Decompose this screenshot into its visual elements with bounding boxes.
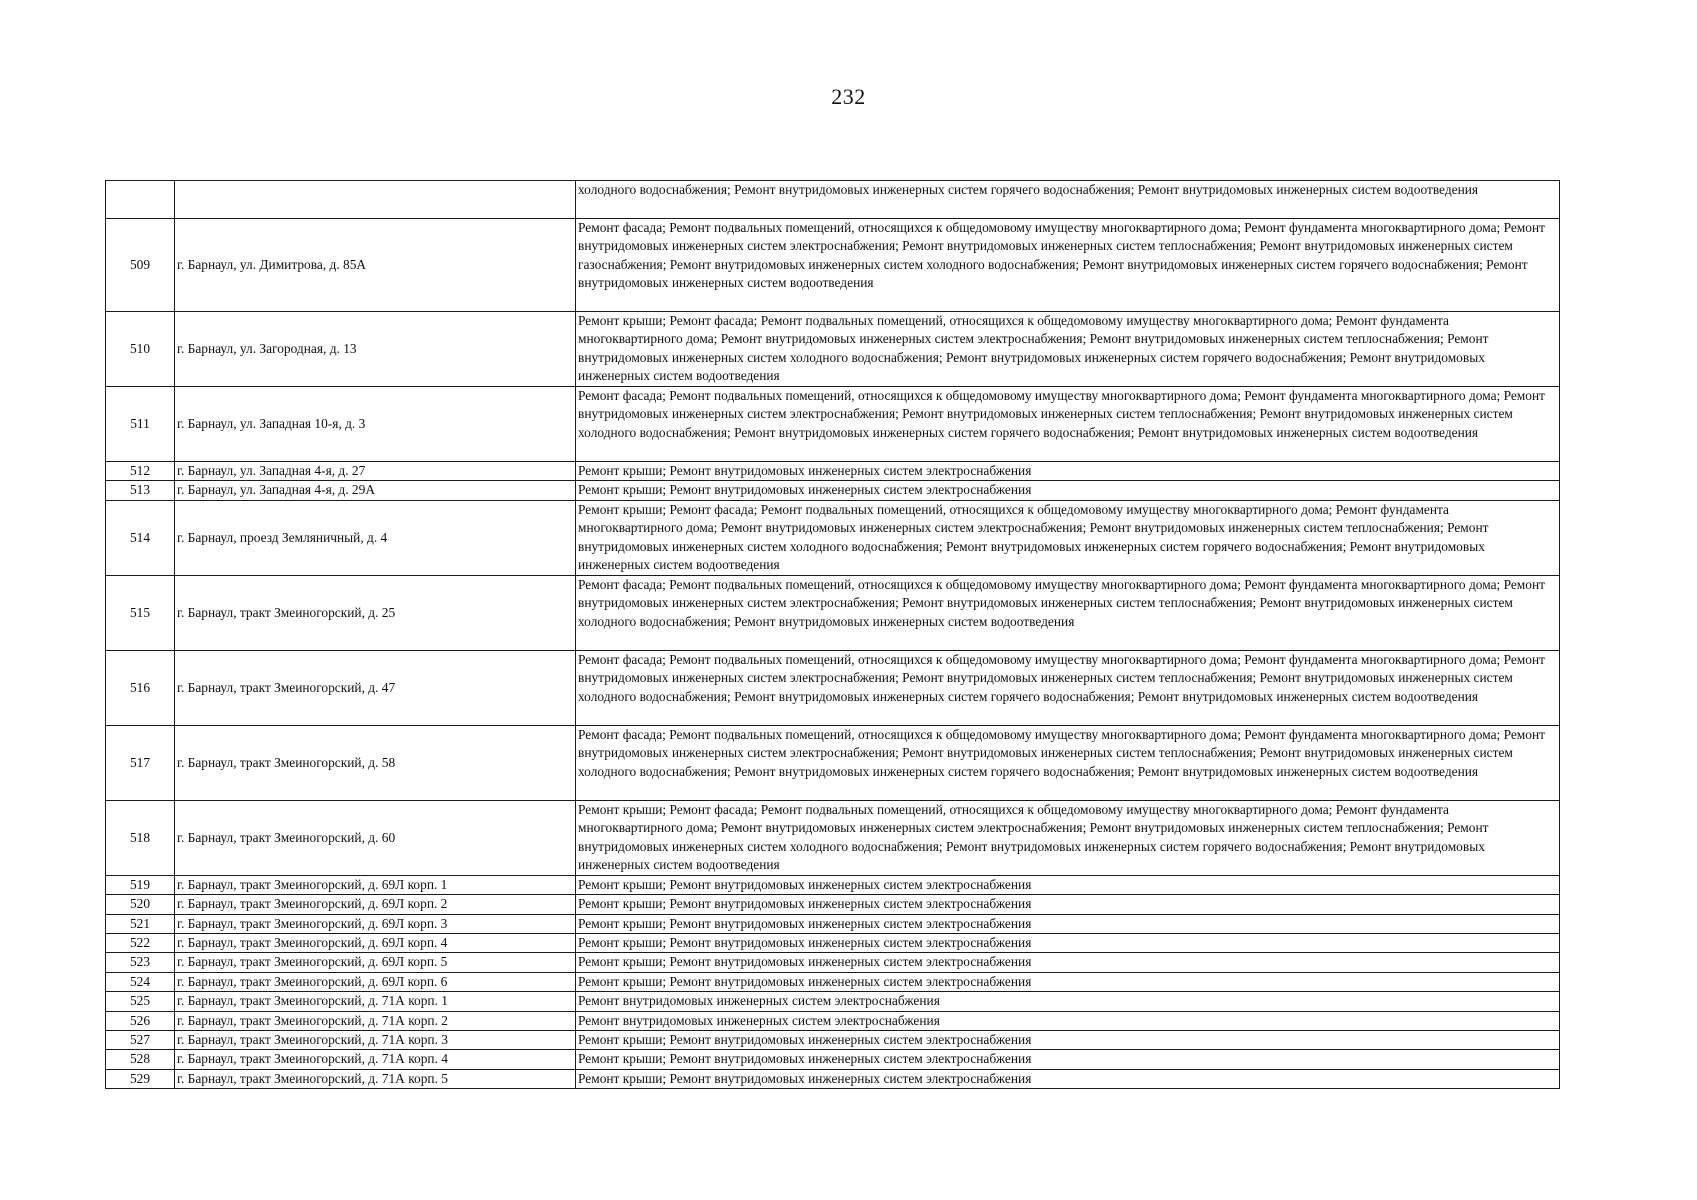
row-address: г. Барнаул, тракт Змеиногорский, д. 71А корп. 3 [175,1031,576,1050]
row-number: 521 [106,914,175,933]
table-row [106,650,1560,725]
row-number: 514 [106,500,175,575]
row-address: г. Барнаул, тракт Змеиногорский, д. 71А корп. 1 [175,992,576,1011]
table-row [106,1050,1560,1069]
table-row [106,312,1560,387]
row-address: г. Барнаул, тракт Змеиногорский, д. 69Л корп. 4 [175,934,576,953]
row-works: Ремонт крыши; Ремонт фасада; Ремонт подвальных помещений, относящихся к общедомовому имуществу многоквартирного дома; Ремонт фундамента многоквартирного дома; Ремонт внутридомовых инженерных систем электроснабжения; Ремонт внутридомовых инженерных систем теплоснабжения; Ремонт внутридомовых инженерных систем холодного водоснабжения; Ремонт внутридомовых инженерных систем горячего водоснабжения; Ремонт внутридомовых инженерных систем водоотведения [576,800,1560,875]
row-address: г. Барнаул, тракт Змеиногорский, д. 69Л корп. 5 [175,953,576,972]
row-address: г. Барнаул, ул. Западная 4-я, д. 27 [175,462,576,481]
row-number: 527 [106,1031,175,1050]
table-row [106,972,1560,991]
table-row [106,181,1560,219]
row-number: 511 [106,387,175,462]
row-works: Ремонт крыши; Ремонт внутридомовых инженерных систем электроснабжения [576,1069,1560,1088]
table-row [106,875,1560,894]
row-number: 510 [106,312,175,387]
row-works: Ремонт фасада; Ремонт подвальных помещений, относящихся к общедомовому имуществу многоквартирного дома; Ремонт фундамента многоквартирного дома; Ремонт внутридомовых инженерных систем электроснабжения; Ремонт внутридомовых инженерных систем теплоснабжения; Ремонт внутридомовых инженерных систем газоснабжения; Ремонт внутридомовых инженерных систем холодного водоснабжения; Ремонт внутридомовых инженерных систем горячего водоснабжения; Ремонт внутридомовых инженерных систем водоотведения [576,219,1560,312]
row-works: Ремонт крыши; Ремонт фасада; Ремонт подвальных помещений, относящихся к общедомовому имуществу многоквартирного дома; Ремонт фундамента многоквартирного дома; Ремонт внутридомовых инженерных систем электроснабжения; Ремонт внутридомовых инженерных систем теплоснабжения; Ремонт внутридомовых инженерных систем холодного водоснабжения; Ремонт внутридомовых инженерных систем горячего водоснабжения; Ремонт внутридомовых инженерных систем водоотведения [576,500,1560,575]
table-body [106,181,1560,1089]
row-address: г. Барнаул, тракт Змеиногорский, д. 71А корп. 4 [175,1050,576,1069]
row-works: Ремонт крыши; Ремонт внутридомовых инженерных систем электроснабжения [576,481,1560,500]
row-address: г. Барнаул, тракт Змеиногорский, д. 47 [175,650,576,725]
row-number: 515 [106,575,175,650]
row-address: г. Барнаул, ул. Димитрова, д. 85А [175,219,576,312]
row-number [106,181,175,219]
row-number: 509 [106,219,175,312]
row-address: г. Барнаул, тракт Змеиногорский, д. 71А корп. 5 [175,1069,576,1088]
row-number: 522 [106,934,175,953]
table-row [106,219,1560,312]
row-address: г. Барнаул, тракт Змеиногорский, д. 69Л корп. 2 [175,895,576,914]
table-row [106,914,1560,933]
row-address: г. Барнаул, ул. Загородная, д. 13 [175,312,576,387]
row-works: холодного водоснабжения; Ремонт внутридомовых инженерных систем горячего водоснабжения; Ремонт внутридомовых инженерных систем водоотведения [576,181,1560,219]
row-works: Ремонт крыши; Ремонт внутридомовых инженерных систем электроснабжения [576,895,1560,914]
row-address: г. Барнаул, тракт Змеиногорский, д. 69Л корп. 6 [175,972,576,991]
row-works: Ремонт крыши; Ремонт внутридомовых инженерных систем электроснабжения [576,972,1560,991]
row-address: г. Барнаул, тракт Змеиногорский, д. 69Л корп. 3 [175,914,576,933]
row-works: Ремонт внутридомовых инженерных систем электроснабжения [576,992,1560,1011]
table-row [106,934,1560,953]
row-works: Ремонт фасада; Ремонт подвальных помещений, относящихся к общедомовому имуществу многоквартирного дома; Ремонт фундамента многоквартирного дома; Ремонт внутридомовых инженерных систем электроснабжения; Ремонт внутридомовых инженерных систем теплоснабжения; Ремонт внутридомовых инженерных систем холодного водоснабжения; Ремонт внутридомовых инженерных систем горячего водоснабжения; Ремонт внутридомовых инженерных систем водоотведения [576,725,1560,800]
table-row [106,1031,1560,1050]
table-row [106,462,1560,481]
row-works: Ремонт фасада; Ремонт подвальных помещений, относящихся к общедомовому имуществу многоквартирного дома; Ремонт фундамента многоквартирного дома; Ремонт внутридомовых инженерных систем электроснабжения; Ремонт внутридомовых инженерных систем теплоснабжения; Ремонт внутридомовых инженерных систем холодного водоснабжения; Ремонт внутридомовых инженерных систем горячего водоснабжения; Ремонт внутридомовых инженерных систем водоотведения [576,387,1560,462]
row-number: 512 [106,462,175,481]
row-address: г. Барнаул, проезд Земляничный, д. 4 [175,500,576,575]
row-number: 517 [106,725,175,800]
row-address: г. Барнаул, тракт Змеиногорский, д. 71А корп. 2 [175,1011,576,1030]
table-row [106,800,1560,875]
row-number: 523 [106,953,175,972]
table-row [106,500,1560,575]
table-row [106,1069,1560,1088]
row-works: Ремонт крыши; Ремонт внутридомовых инженерных систем электроснабжения [576,1031,1560,1050]
row-number: 520 [106,895,175,914]
row-number: 525 [106,992,175,1011]
row-number: 524 [106,972,175,991]
row-works: Ремонт крыши; Ремонт внутридомовых инженерных систем электроснабжения [576,462,1560,481]
table-row [106,575,1560,650]
row-number: 516 [106,650,175,725]
row-number: 529 [106,1069,175,1088]
row-works: Ремонт внутридомовых инженерных систем электроснабжения [576,1011,1560,1030]
row-number: 519 [106,875,175,894]
row-number: 526 [106,1011,175,1030]
row-works: Ремонт фасада; Ремонт подвальных помещений, относящихся к общедомовому имуществу многоквартирного дома; Ремонт фундамента многоквартирного дома; Ремонт внутридомовых инженерных систем электроснабжения; Ремонт внутридомовых инженерных систем теплоснабжения; Ремонт внутридомовых инженерных систем холодного водоснабжения; Ремонт внутридомовых инженерных систем горячего водоснабжения; Ремонт внутридомовых инженерных систем водоотведения [576,650,1560,725]
row-address: г. Барнаул, тракт Змеиногорский, д. 25 [175,575,576,650]
page-number: 232 [831,84,866,109]
row-number: 528 [106,1050,175,1069]
table-row [106,1011,1560,1030]
row-address: г. Барнаул, тракт Змеиногорский, д. 69Л корп. 1 [175,875,576,894]
row-address [175,181,576,219]
table-row [106,481,1560,500]
row-works: Ремонт крыши; Ремонт внутридомовых инженерных систем электроснабжения [576,934,1560,953]
table-row [106,387,1560,462]
table-row [106,953,1560,972]
row-works: Ремонт крыши; Ремонт внутридомовых инженерных систем электроснабжения [576,914,1560,933]
row-works: Ремонт крыши; Ремонт внутридомовых инженерных систем электроснабжения [576,875,1560,894]
row-works: Ремонт фасада; Ремонт подвальных помещений, относящихся к общедомовому имуществу многоквартирного дома; Ремонт фундамента многоквартирного дома; Ремонт внутридомовых инженерных систем электроснабжения; Ремонт внутридомовых инженерных систем теплоснабжения; Ремонт внутридомовых инженерных систем холодного водоснабжения; Ремонт внутридомовых инженерных систем водоотведения [576,575,1560,650]
row-works: Ремонт крыши; Ремонт внутридомовых инженерных систем электроснабжения [576,1050,1560,1069]
row-works: Ремонт крыши; Ремонт фасада; Ремонт подвальных помещений, относящихся к общедомовому имуществу многоквартирного дома; Ремонт фундамента многоквартирного дома; Ремонт внутридомовых инженерных систем электроснабжения; Ремонт внутридомовых инженерных систем теплоснабжения; Ремонт внутридомовых инженерных систем холодного водоснабжения; Ремонт внутридомовых инженерных систем горячего водоснабжения; Ремонт внутридомовых инженерных систем водоотведения [576,312,1560,387]
repair-table [105,180,1560,1089]
row-address: г. Барнаул, ул. Западная 10-я, д. 3 [175,387,576,462]
row-works: Ремонт крыши; Ремонт внутридомовых инженерных систем электроснабжения [576,953,1560,972]
table-row [106,725,1560,800]
table-row [106,895,1560,914]
row-address: г. Барнаул, тракт Змеиногорский, д. 60 [175,800,576,875]
table-row [106,992,1560,1011]
row-number: 518 [106,800,175,875]
row-address: г. Барнаул, ул. Западная 4-я, д. 29А [175,481,576,500]
row-number: 513 [106,481,175,500]
row-address: г. Барнаул, тракт Змеиногорский, д. 58 [175,725,576,800]
